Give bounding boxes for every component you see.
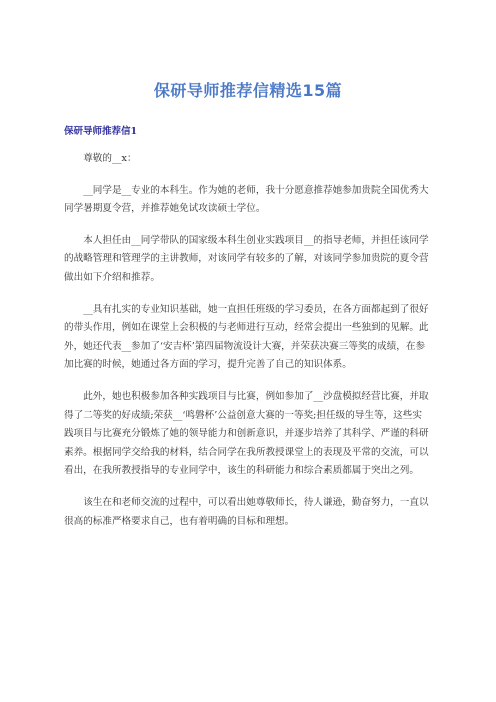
paragraph-1: __同学是__专业的本科生。作为她的老师，我十分愿意推荐她参加贵院全国优秀大同学暑期夏令营，并推荐她免试攻读硕士学位。 [64, 184, 429, 215]
paragraph-2: 本人担任由__同学带队的国家级本科生创业实践项目__的指导老师，并担任该同学的战略管理和管理学的主讲教师，对该同学有较多的了解，对该同学参加贵院的夏令营做出如下介绍和推荐。 [64, 234, 429, 283]
letter-heading: 保研导师推荐信1 [64, 126, 138, 137]
document-title: 保研导师推荐信精选15篇 [153, 81, 343, 100]
paragraph-3: __具有扎实的专业知识基础，她一直担任班级的学习委员，在各方面都起到了很好的带头作用，例如在课堂上会积极的与老师进行互动，经常会提出一些独到的见解。此外，她还代表__参加了‘安吉杯’第四届物流设计大赛，并荣获决赛三等奖的成绩，在参加比赛的时候，她通过各方面的学习，提升完善了自己的知识体系。 [64, 303, 429, 371]
greeting: 尊敬的__x： [83, 153, 137, 164]
letter-body [64, 150, 430, 531]
paragraph-4: 此外，她也积极参加各种实践项目与比赛，例如参加了__沙盘模拟经营比赛，并取得了二等奖的好成绩;荣获__‘鸣磐杯’公益创意大赛的一等奖;担任级的导生等，这些实践项目与比赛充分锻炼了她的领导能力和创新意识，并逐步培养了其科学、严谨的科研素养。根据同学交给我的材料，结合同学在我所教授课堂上的表现及平常的交流，可以看出，在我所教授指导的专业同学中，该生的科研能力和综合素质都属于突出之列。 [64, 390, 429, 477]
paragraph-5: 该生在和老师交流的过程中，可以看出她尊敬师长，待人谦逊，勤奋努力，一直以很高的标准严格要求自己，也有着明确的目标和理想。 [64, 496, 429, 527]
